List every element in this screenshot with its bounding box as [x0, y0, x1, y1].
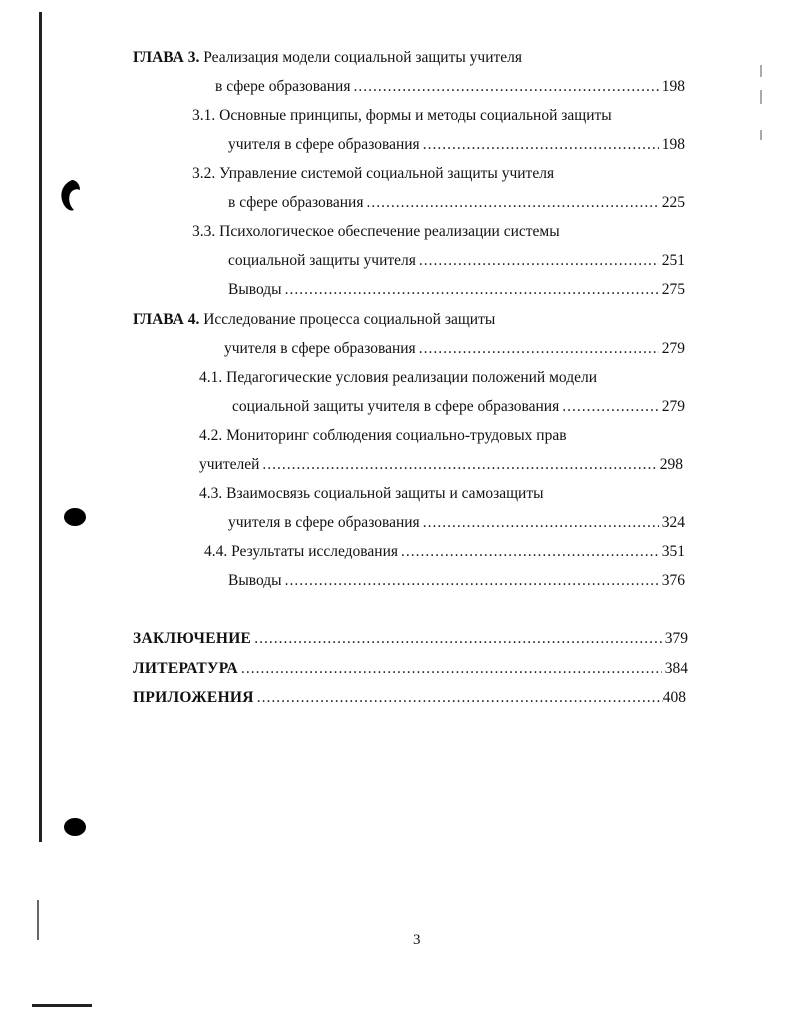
section-title: 3.1. Основные принципы, формы и методы социальной защиты: [192, 107, 612, 124]
leader-dots: [285, 571, 659, 591]
toc-section-3-1-title: [192, 106, 612, 126]
page-ref: 198: [661, 136, 685, 153]
scan-margin-line-lower: [37, 900, 39, 940]
section-title-cont: учителя в сфере образования: [228, 514, 420, 531]
page-number: 3: [413, 932, 421, 948]
leader-dots: [419, 339, 659, 359]
conclusions-label: Выводы: [228, 281, 282, 298]
toc-chapter3-entry[interactable]: [215, 77, 685, 97]
section-title: 4.3. Взаимосвязь социальной защиты и самозащиты: [199, 485, 544, 502]
toc-section-3-2-title: [192, 164, 554, 184]
scan-speck: [760, 65, 762, 77]
toc-section-4-1-entry[interactable]: [232, 397, 685, 417]
scan-speck: [760, 90, 762, 104]
page-ref: 298: [659, 456, 683, 473]
appendices-label: ПРИЛОЖЕНИЯ: [133, 689, 254, 706]
toc-chapter4-conclusions[interactable]: [228, 571, 685, 591]
toc-section-3-3-title: [192, 222, 560, 242]
leader-dots: [401, 542, 659, 562]
leader-dots: [254, 629, 662, 649]
page-ref: 376: [661, 572, 685, 589]
toc-chapter4-title: [133, 310, 495, 330]
page-ref: 324: [661, 514, 685, 531]
chapter3-label: ГЛАВА 3.: [133, 49, 200, 66]
toc-literature-entry[interactable]: [133, 659, 688, 679]
leader-dots: [562, 397, 659, 417]
scan-speck: [760, 130, 762, 140]
section-title-cont: учителей: [199, 456, 260, 473]
toc-chapter3-title: [133, 48, 522, 68]
leader-dots: [366, 193, 658, 213]
leader-dots: [241, 659, 662, 679]
page-ref: 251: [661, 252, 685, 269]
chapter4-title-line1: Исследование процесса социальной защиты: [199, 311, 496, 328]
page-ref: 384: [664, 660, 688, 677]
leader-dots: [353, 77, 658, 97]
toc-section-4-2-entry[interactable]: [199, 455, 683, 475]
punch-hole-icon: [64, 508, 86, 526]
leader-dots: [423, 513, 659, 533]
scan-margin-line: [39, 12, 42, 842]
toc-section-3-1-entry[interactable]: [228, 135, 685, 155]
page-ref: 279: [661, 340, 685, 357]
leader-dots: [419, 251, 659, 271]
section-title: 3.3. Психологическое обеспечение реализации системы: [192, 223, 560, 240]
toc-conclusion-entry[interactable]: [133, 629, 688, 649]
chapter3-title-line2: в сфере образования: [215, 78, 351, 95]
toc-appendices-entry[interactable]: [133, 688, 686, 708]
section-title: 4.4. Результаты исследования: [204, 543, 399, 560]
section-title: 3.2. Управление системой социальной защиты учителя: [192, 165, 555, 182]
punch-hole-icon: [64, 818, 86, 836]
scan-bottom-mark: [32, 1004, 92, 1007]
chapter4-label: ГЛАВА 4.: [133, 311, 200, 328]
toc-section-3-3-entry[interactable]: [228, 251, 685, 271]
section-title-cont: социальной защиты учителя в сфере образования: [232, 398, 560, 415]
page-ref: 379: [664, 630, 688, 647]
section-title: 4.2. Мониторинг соблюдения социально-трудовых прав: [199, 427, 567, 444]
page-ref: 408: [662, 689, 686, 706]
page-ref: 198: [661, 78, 685, 95]
conclusions-label: Выводы: [228, 572, 282, 589]
toc-chapter3-conclusions[interactable]: [228, 280, 685, 300]
page-ref: 351: [661, 543, 685, 560]
page-ref: 275: [661, 281, 685, 298]
toc-chapter4-entry[interactable]: [224, 339, 685, 359]
page-ref: 279: [661, 398, 685, 415]
toc-section-4-3-title: [199, 484, 544, 504]
section-title-cont: учителя в сфере образования: [228, 136, 420, 153]
leader-dots: [285, 280, 659, 300]
toc-section-4-4-entry[interactable]: [204, 542, 685, 562]
toc-section-4-1-title: [199, 368, 597, 388]
leader-dots: [262, 455, 656, 475]
chapter3-title-line1: Реализация модели социальной защиты учителя: [199, 49, 523, 66]
leader-dots: [257, 688, 663, 708]
literature-label: ЛИТЕРАТУРА: [133, 660, 238, 677]
punch-hole-icon: [58, 178, 84, 214]
page-ref: 225: [661, 194, 685, 211]
section-title-cont: в сфере образования: [228, 194, 364, 211]
section-title: 4.1. Педагогические условия реализации положений модели: [199, 369, 598, 386]
conclusion-label: ЗАКЛЮЧЕНИЕ: [133, 630, 252, 647]
toc-section-4-2-title: [199, 426, 567, 446]
leader-dots: [423, 135, 659, 155]
section-title-cont: социальной защиты учителя: [228, 252, 416, 269]
toc-section-3-2-entry[interactable]: [228, 193, 685, 213]
toc-section-4-3-entry[interactable]: [228, 513, 685, 533]
chapter4-title-line2: учителя в сфере образования: [224, 340, 416, 357]
